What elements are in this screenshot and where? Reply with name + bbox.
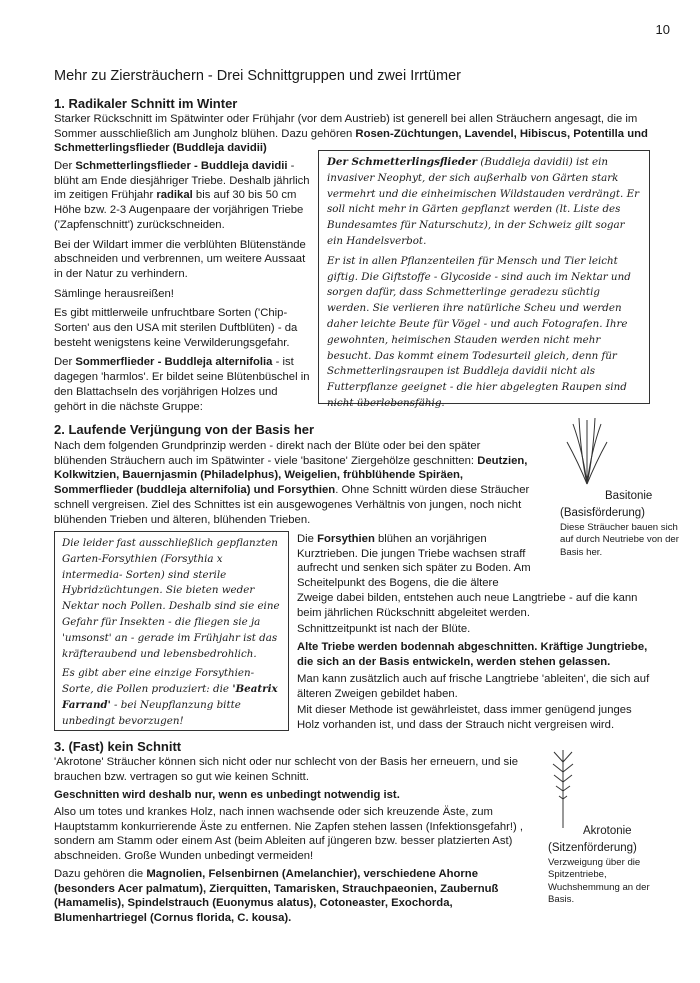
s2-paragraph-5: Mit dieser Methode ist gewährleistet, dass immer genügend junges Holz vorhanden ist, und dass der Strauch nicht vergreisen wird.	[297, 704, 632, 731]
s3-paragraph-4	[54, 867, 526, 926]
akrotonie-note: Verzweigung über die Spitzentriebe, Wuchshemmung an der Basis.	[548, 857, 650, 906]
s2-intro-a: Nach dem folgenden Grundprinzip werden - direkt nach der Blüte oder bei den später blühenden Sträuchern auch im Spätwinter - viele 'basitone' Ziergehölze geschnitten:	[54, 440, 481, 467]
basitonie-title: Basitonie	[605, 490, 653, 502]
s1-box-paragraph-1	[327, 155, 641, 250]
s2-paragraph-2: Schnittzeitpunkt ist nach der Blüte.	[297, 623, 471, 635]
section-1-column	[54, 159, 312, 414]
s2-paragraph-3: Alte Triebe werden bodennah abgeschnitten. Kräftige Jungtriebe, die sich an der Basis entwickeln, werden stehen gelassen.	[297, 641, 648, 668]
akrotonie-title: Akrotonie	[583, 825, 632, 837]
s1-p5-a: Der	[54, 356, 76, 369]
s3-paragraph-2: Geschnitten wird deshalb nur, wenn es unbedingt notwendig ist.	[54, 789, 400, 801]
s2-p1-c: blühen an vorjährigen Kurztrieben. Die jungen Triebe wachsen straff aufrecht und senken sich später zu Boden. Am Scheitelpunkt des Bogens, die die ältere	[297, 533, 531, 590]
section-2-heading: 2. Laufende Verjüngung von der Basis her	[54, 422, 315, 437]
s1-p5-c: - ist dagegen 'harmlos'. Er bildet seine Blütenbüschel in den Blattachseln des vorjährigen Holzes und gehört in die nächste Gruppe:	[54, 356, 310, 413]
s1-box-text: (Buddleja davidii) ist ein invasiver Neophyt, der sich außerhalb von Gärten stark vermehrt und die einheimischen Wildstauden verdrängt. Er soll nicht mehr in Gärten gepflanzt werden (lt. Liste des Bundesamtes für Naturschutz), in der Schweiz gilt sogar ein Handelsverbot.	[327, 156, 640, 247]
s2-box-paragraph-2	[62, 666, 281, 729]
s3-paragraph-1: 'Akrotone' Sträucher können sich nicht oder nur schlecht von der Basis her erneuern, und sie brauchen bzw. vertragen so gut wie keinen Schnitt.	[54, 756, 518, 783]
s2-box-d: - bei Neupflanzung bitte unbedingt bevorzugen!	[62, 698, 241, 727]
basitonie-note: Diese Sträucher bauen sich auf durch Neutriebe von der Basis her.	[560, 522, 679, 558]
s1-p1-d: radikal	[156, 189, 193, 202]
forsythia-warning-box	[54, 531, 289, 731]
buddleja-warning-box	[318, 150, 650, 409]
page-number: 10	[655, 22, 670, 37]
s2-paragraph-4: Man kann zusätzlich auch auf frische Langtriebe 'ableiten', die sich auf älteren Zweigen gebildet haben.	[297, 673, 650, 700]
s1-p1-a: Der	[54, 160, 76, 172]
s3-p4-b: Magnolien, Felsenbirnen (Amelanchier), verschiedene Ahorne (besonders Acer palmatum), Zierquitten, Tamarisken, Strauchpaeonien, Zaubernuß (Hamamelis), Spindelstrauch (Euonymus alatus), Cotoneaster, Exochorda, Blumenhartriegel (Cornus florida, C. kousa).	[54, 868, 499, 925]
s2-paragraph-1a	[297, 532, 537, 591]
akrotonie-subtitle: (Sitzenförderung)	[548, 842, 637, 854]
basitonie-sketch-icon	[563, 412, 611, 486]
s1-p1-e: bis auf 30 bis 50 cm Höhe bzw. 2-3 Augenpaare der vorjährigen Triebe ('Zapfenschnitt') zurückschneiden.	[54, 189, 304, 231]
s2-intro-c: . Ohne Schnitt würden diese Sträucher schnell vergreisen. Ziel des Schnittes ist ein ausgewogenes Verhältnis von jungen, noch nicht blühenden Trieben und älteren, blühenden Trieben.	[54, 484, 530, 526]
s1-intro-bold: Rosen-Züchtungen, Lavendel, Hibiscus, Potentilla und Schmetterlingsflieder (Buddleja davidii)	[54, 127, 648, 155]
section-2-intro	[54, 439, 530, 527]
s2-p1-a: Die	[297, 533, 318, 545]
s1-p1-b: Schmetterlingsflieder - Buddleja davidii	[75, 160, 288, 172]
page-title: Mehr zu Ziersträuchern - Drei Schnittgruppen und zwei Irrtümer	[54, 68, 461, 84]
s1-box-paragraph-2: Er ist in allen Pflanzenteilen für Mensch und Tier leicht giftig. Die Giftstoffe - Glycoside - sind auch im Nektar und sorgen dafür, dass Schmetterlinge geradezu süchtig werden. Sie verlieren ihre natürliche Scheu und werden daher leichte Beute für Vögel - und auch Fotografen. Ihre gewohnten, heimischen Stauden werden nicht mehr besucht. Das kommt einem Todesurteil gleich, denn für Schmetterlingsraupen ist Buddleja davidii nicht als Futterpflanze geeignet - die hier abgelegten Raupen sind nicht überlebensfähig.	[327, 254, 631, 409]
s1-paragraph-1	[54, 159, 312, 233]
akrotonie-sketch-icon	[548, 748, 578, 830]
s2-intro-b: Deutzien, Kolkwitzien, Bauernjasmin (Philadelphus), Weigelien, frühblühende Spiräen, Sommerflieder (buddleja alternifolia) und Forsythien	[54, 454, 528, 497]
section-3-heading: 3. (Fast) kein Schnitt	[54, 739, 182, 754]
s1-paragraph-2: Bei der Wildart immer die verblühten Blütenstände abschneiden und verbrennen, um weitere Aussaat in der Natur zu verhindern.	[54, 238, 306, 280]
s1-intro-text: Starker Rückschnitt im Spätwinter oder Frühjahr (vor dem Austrieb) ist generell bei allen Sträuchern angesagt, die im Sommer ausschließlich am Jungholz blühen. Dazu gehören	[54, 113, 638, 140]
s3-paragraph-3: Also um totes und krankes Holz, nach innen wachsende oder sich kreuzende Äste, zum Hauptstamm konkurrierende Äste zu entfernen. Nie Zapfen stehen lassen (Infektionsgefahr!) , sondern am Stamm oder einem Ast (beim Ableiten auf jüngeren bzw. besser platzierten Ast) abschneiden. Große Wunden unbedingt vermeiden!	[54, 806, 524, 863]
s2-p1-b: Forsythien	[317, 533, 375, 545]
s2-box-paragraph-1: Die leider fast ausschließlich gepflanzten Garten-Forsythien (Forsythia x intermedia- Sorten) sind sterile Hybridzüchtungen. Sie bieten weder Nektar noch Pollen. Deshalb sind sie eine Gefahr für Insekten - die fliegen sie ja 'umsonst' an - gerade im Frühjahr ist das kräfteraubend und lebensbedrohlich.	[62, 537, 280, 660]
s2-paragraph-1b: Zweige dabei bilden, entstehen auch neue Langtriebe - auf die kann beim jährlichen Rückschnitt abgeleitet werden.	[297, 592, 638, 619]
s1-p5-b: Sommerflieder - Buddleja alternifolia	[75, 356, 273, 369]
s1-box-bold: Der Schmetterlingsflieder	[327, 156, 478, 168]
s1-p1-c: - blüht am Ende diesjähriger Triebe. Deshalb jährlich im zeitigen Frühjahr	[54, 160, 310, 202]
s1-paragraph-4: Es gibt mittlerweile unfruchtbare Sorten ('Chip-Sorten' aus den USA mit sterilen Duftblüten) - da besteht wenigstens keine Verwilderungsgefahr.	[54, 307, 298, 349]
basitonie-subtitle: (Basisförderung)	[560, 507, 646, 519]
section-1-heading: 1. Radikaler Schnitt im Winter	[54, 96, 238, 111]
s1-paragraph-5	[54, 355, 312, 414]
s1-paragraph-3: Sämlinge herausreißen!	[54, 287, 174, 300]
s2-box-cultivar: 'Beatrix Farrand'	[62, 683, 278, 711]
s2-box-b: Es gibt aber eine einzige Forsythien-Sorte, die Pollen produziert: die	[62, 667, 255, 696]
s3-p4-a: Dazu gehören die	[54, 868, 147, 880]
